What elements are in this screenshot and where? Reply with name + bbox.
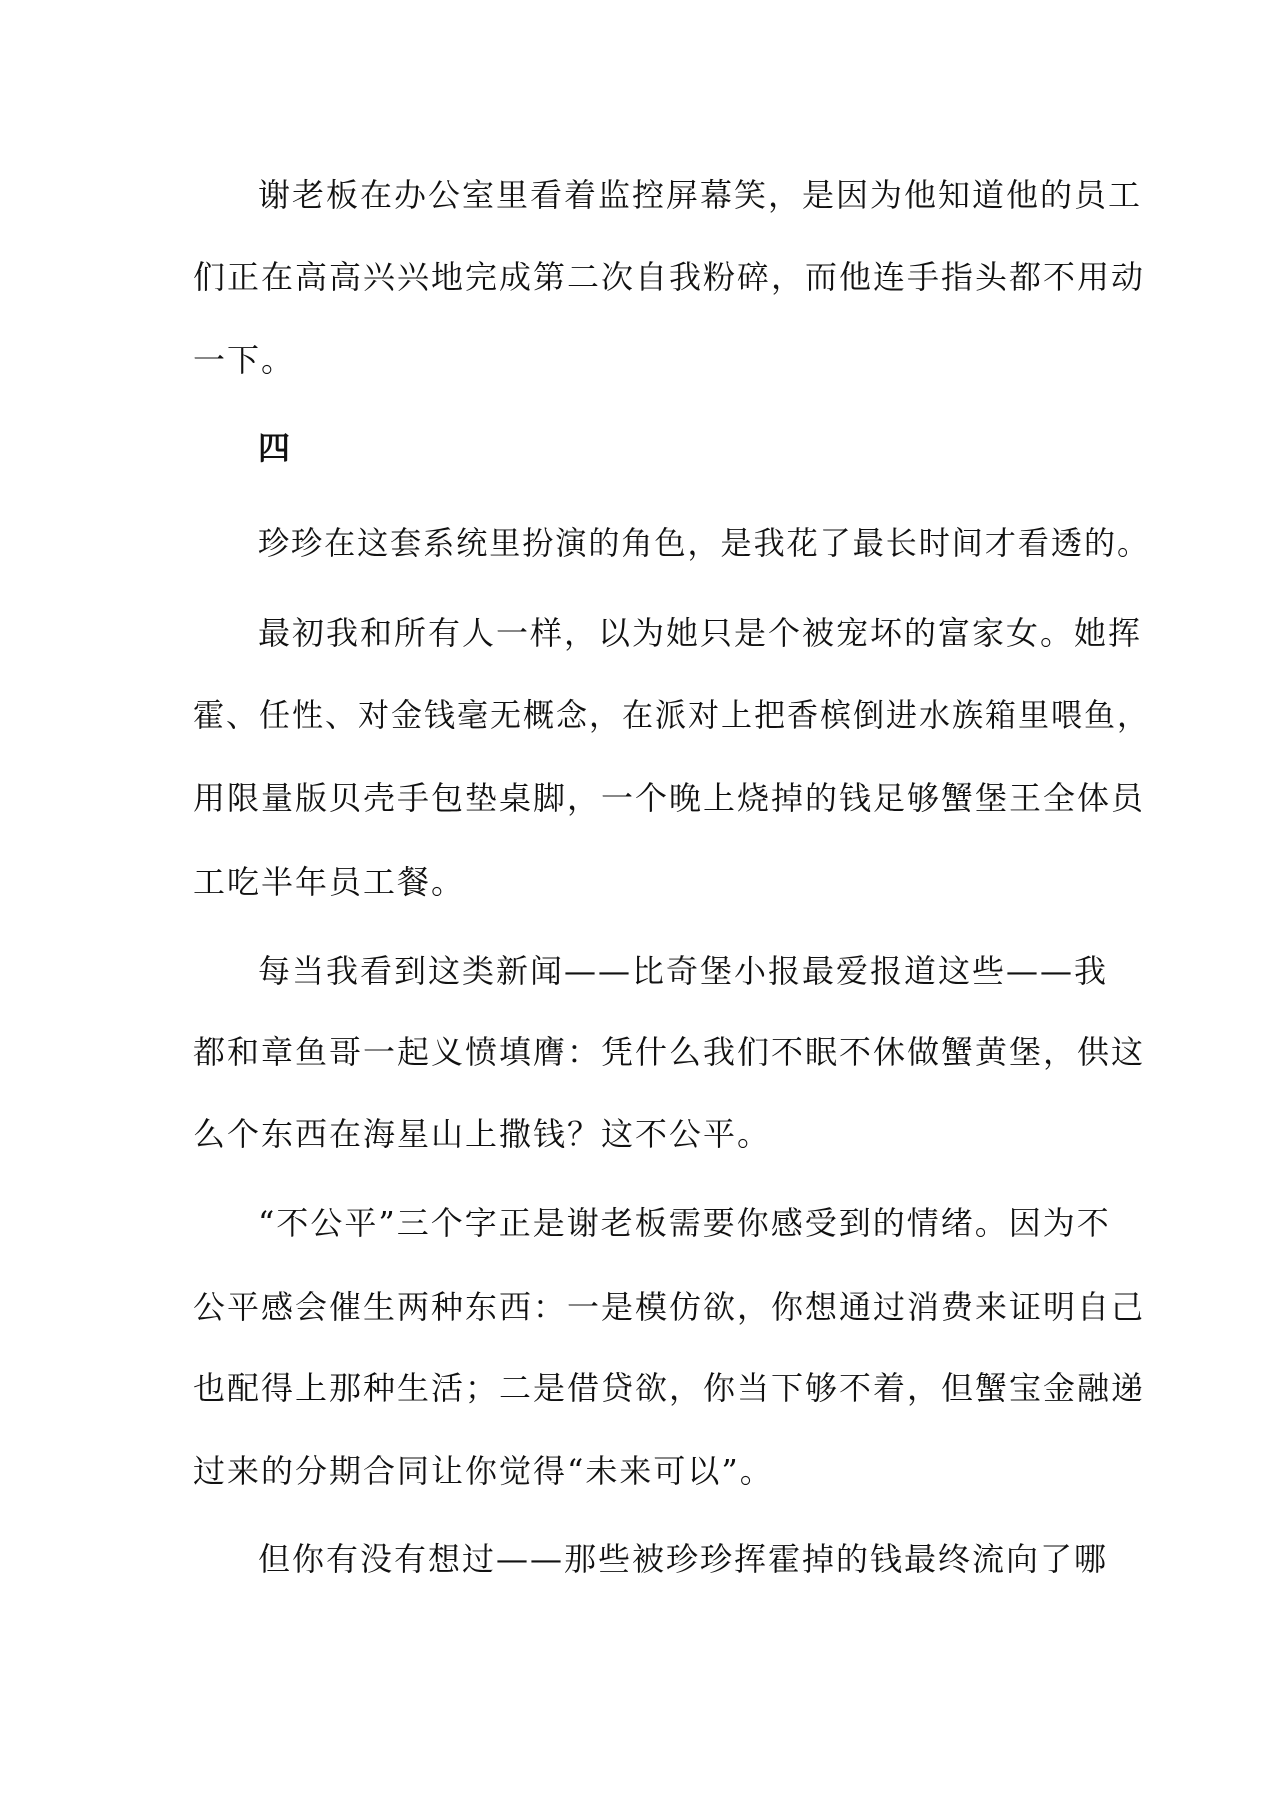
paragraph-line: 么个东西在海星山上撒钱？这不公平。: [193, 1115, 772, 1153]
paragraph-line: 过来的分期合同让你觉得“未来可以”。: [193, 1452, 774, 1490]
paragraph-line: 们正在高高兴兴地完成第二次自我粉碎，而他连手指头都不用动: [193, 258, 1146, 296]
paragraph-line: 公平感会催生两种东西：一是模仿欲，你想通过消费来证明自己: [193, 1288, 1146, 1326]
paragraph-line: 最初我和所有人一样，以为她只是个被宠坏的富家女。她挥: [258, 614, 1143, 652]
section-heading: 四: [258, 429, 293, 467]
paragraph-line: 每当我看到这类新闻——比奇堡小报最爱报道这些——我: [258, 952, 1109, 990]
paragraph-line: 珍珍在这套系统里扮演的角色，是我花了最长时间才看透的。: [258, 524, 1151, 562]
paragraph-line: 谢老板在办公室里看着监控屏幕笑，是因为他知道他的员工: [258, 176, 1143, 214]
paragraph-line: 工吃半年员工餐。: [193, 863, 466, 901]
paragraph-line: 但你有没有想过——那些被珍珍挥霍掉的钱最终流向了哪: [258, 1540, 1109, 1578]
paragraph-line: “不公平”三个字正是谢老板需要你感受到的情绪。因为不: [258, 1204, 1111, 1242]
paragraph-line: 用限量版贝壳手包垫桌脚，一个晚上烧掉的钱足够蟹堡王全体员: [193, 779, 1146, 817]
paragraph-line: 也配得上那种生活；二是借贷欲，你当下够不着，但蟹宝金融递: [193, 1369, 1146, 1407]
paragraph-line: 一下。: [193, 341, 296, 379]
paragraph-line: 霍、任性、对金钱毫无概念，在派对上把香槟倒进水族箱里喂鱼，: [193, 696, 1151, 734]
paragraph-line: 都和章鱼哥一起义愤填膺：凭什么我们不眠不休做蟹黄堡，供这: [193, 1033, 1146, 1071]
